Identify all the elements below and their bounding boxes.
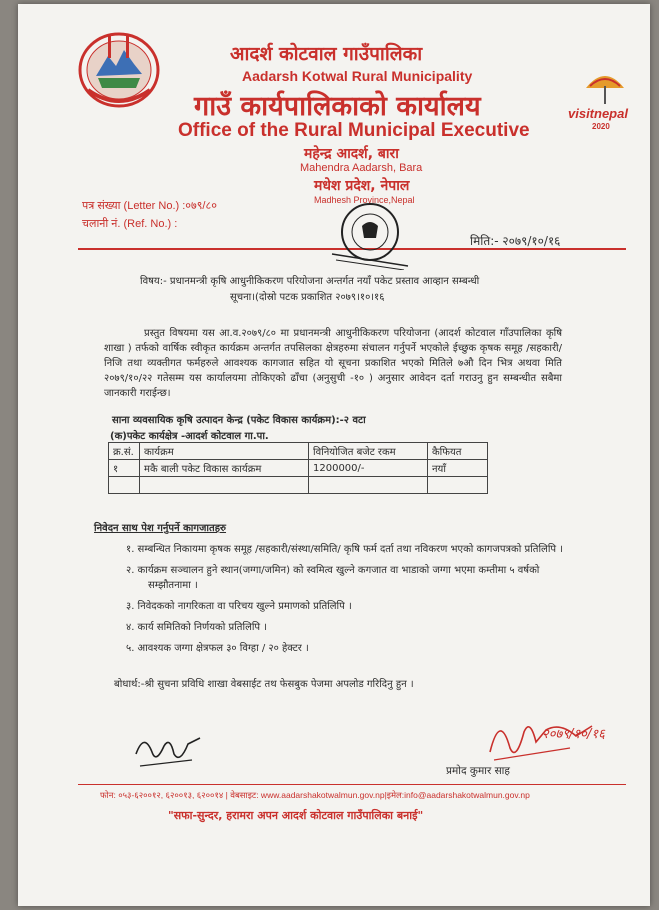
table-cell (428, 477, 488, 494)
subject-line (140, 274, 560, 306)
table-cell: 1200000/- (309, 460, 428, 477)
gp-name-nepali: आदर्श कोटवाल गाउँपालिका (230, 43, 423, 65)
visit-nepal-logo (566, 66, 644, 136)
gp-name-english: Aadarsh Kotwal Rural Municipality (242, 68, 473, 84)
list-item: ४. कार्य समितिको निर्णयको प्रतिलिपि । (126, 622, 268, 633)
table-cell (309, 477, 428, 494)
subject-text-1: विषय:- प्रधानमन्त्री कृषि आधुनीकिकरण परियोजना अन्तर्गत नयाँ पकेट प्रस्ताव आव्हान सम्बन्धी (140, 276, 480, 287)
program-heading: साना व्यवसायिक कृषि उत्पादन केन्द्र (पकेट विकास कार्यक्रम):-२ वटा (112, 415, 366, 426)
letter-number: पत्र संख्या (Letter No.) :०७९/८० (82, 200, 217, 212)
list-item: ५. आवश्यक जग्गा क्षेत्रफल ३० विग्हा / २० हेक्टर । (126, 643, 309, 654)
footer-contact: फोन: ०५३-६२००१२, ६२००१३, ६२००१४ | वेबसाइट: www.aadarshakotwalmun.gov.np|इमेल:info@aadarshakotwalmun.gov.np (100, 790, 530, 800)
province-nepali: मधेश प्रदेश, नेपाल (314, 178, 410, 194)
table-row (109, 477, 488, 494)
letter-page (18, 4, 650, 906)
documents-heading: निवेदन साथ पेश गर्नुपर्ने कागजातहरु (94, 523, 227, 534)
table-cell: नयाँ (428, 460, 488, 477)
table-cell (140, 477, 309, 494)
office-name-english: Office of the Rural Municipal Executive (178, 120, 530, 141)
list-item: १. सम्बन्धित निकायमा कृषक समूह /सहकारी/संस्था/समिति/ कृषि फर्म दर्ता तथा नविकरण भएको कागजपत्रको प्रतिलिपि । (126, 544, 564, 555)
pocket-heading: (क)पकेट कार्यक्षेत्र -आदर्श कोटवाल गा.पा. (110, 431, 269, 442)
table-cell (109, 477, 140, 494)
umbrella-icon (566, 66, 644, 106)
col-header-sn: क्र.सं. (109, 443, 140, 460)
left-signature-icon (130, 724, 210, 774)
province-english: Madhesh Province,Nepal (314, 195, 415, 205)
table-cell: १ (109, 460, 140, 477)
footer-divider (78, 784, 626, 785)
letter-date: मिति:- २०७९/१०/१६ (470, 234, 561, 248)
handwritten-date: २०७९/१०/१६ (542, 727, 605, 742)
reference-number: चलानी नं. (Ref. No.) : (82, 218, 178, 230)
nepal-emblem-icon (78, 30, 160, 108)
documents-list (126, 542, 566, 662)
body-paragraph: प्रस्तुत विषयमा यस आ.व.२०७९/८० मा प्रधानमन्त्री आधुनीकिकरण परियोजना (आदर्श कोटवाल गाँउपालिका कृषि शाखा ) तर्फको वार्षिक स्वीकृत कार्यक्रम अन्तर्गत तपसिलका क्षेत्रहरुमा संचालन गर्नुपर्ने भएकोले ईच्छुक कृषक समूह /सहकारी/निजि तथा व्यक्तीगत फर्महरुले आवश्यक कागजात सहित यो सूचना प्रकाशित भएको मितिले ७औ दिन भित्र अथवा मिति २०७९/१०/२२ गतेसम्म यस कार्यालयमा तोकिएको ढाँचा (अनुसुची -१० ) अनुसार आवेदन दर्ता गराउनु हुन सम्बन्धीत सबैमा जानकारी गराईन्छ। (104, 328, 562, 399)
footer-slogan: "सफा-सुन्दर, हरामरा अपन आदर्श कोटवाल गाउँपालिका बनाई" (168, 809, 424, 822)
right-signature-icon (480, 712, 600, 772)
list-item: २. कार्यक्रम सञ्चालन हुने स्थान(जग्गा/जमिन) को स्वमित्व खुल्ने कगजात वा भाडाको जग्गा भएमा कम्तीमा ५ वर्षको सम्झौतनामा । (126, 565, 540, 591)
program-table (108, 442, 488, 494)
district-english: Mahendra Aadarsh, Bara (300, 162, 423, 174)
col-header-program: कार्यक्रम (140, 443, 309, 460)
subject-text-2: सूचना।(दोस्रो पटक प्रकाशित २०७९।१०।१६ (230, 292, 385, 303)
visit-nepal-text: visitnepal (568, 106, 628, 121)
district-nepali: महेन्द्र आदर्श, बारा (304, 146, 399, 162)
office-name-nepali: गाउँ कार्यपालिकाको कार्यालय (194, 91, 481, 122)
visit-nepal-year: 2020 (592, 122, 610, 131)
table-cell: मकै बाली पकेट विकास कार्यक्रम (140, 460, 309, 477)
col-header-remarks: कैफियत (428, 443, 488, 460)
signatory-name: प्रमोद कुमार साह (446, 765, 510, 777)
list-item: ३. निवेदकको नागरिकता वा परिचय खुल्ने प्रमाणको प्रतिलिपि । (126, 601, 352, 612)
table-row (109, 460, 488, 477)
table-header-row (109, 443, 488, 460)
office-stamp-icon (322, 200, 418, 270)
cc-note: बोधार्थ:-श्री सुचना प्रविधि शाखा वेबसाईट तथ फेसबुक पेजमा अपलोड गरिदिनु हुन । (114, 679, 414, 690)
col-header-budget: विनियोजित बजेट रकम (309, 443, 428, 460)
